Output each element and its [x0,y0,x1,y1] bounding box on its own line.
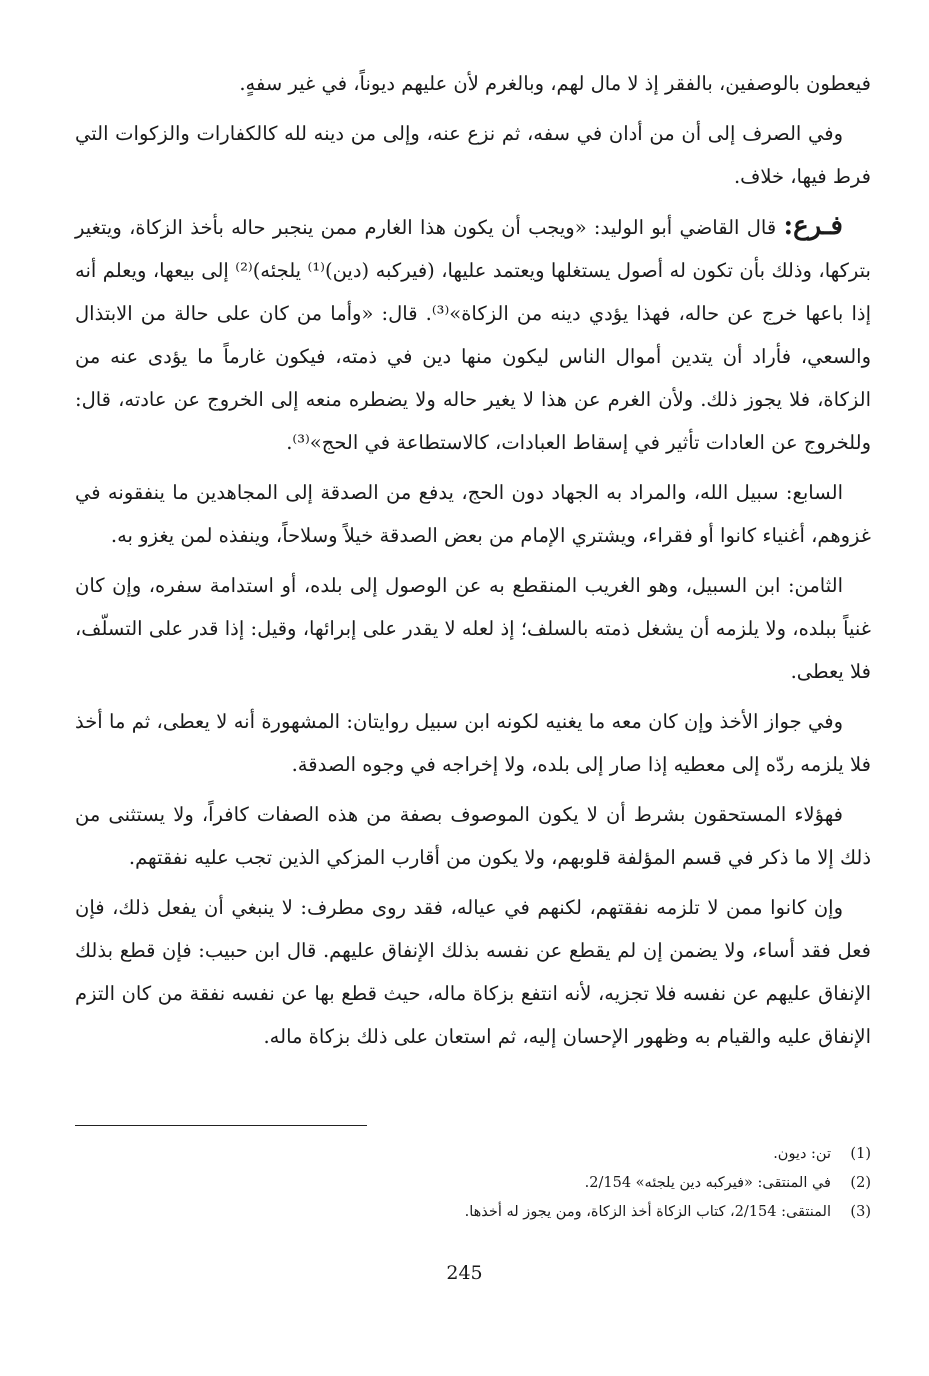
paragraph-2: وفي الصرف إلى أن من أدان في سفه، ثم نزع عنه، وإلى من دينه لله كالكفارات والزكوات التي فرط فيها، خلاف. [75,122,871,188]
paragraph-3-text: قال القاضي أبو الوليد: «ويجب أن يكون هذا الغارم ممن ينجبر حاله بأخذ الزكاة، ويتغير بتركها، وذلك بأن تكون له أصول يستغلها ويعتمد عليها، (فيركبه (دين)⁽¹⁾ يلجئه)⁽²⁾ إلى بيعها، ويعلم أنه إذا باعها خرج عن حاله، فهذا يؤدي دينه من الزكاة»⁽³⁾. قال: «وأما من كان على حالة من الابتذال والسعي، فأراد أن يتدين أموال الناس ليكون منها دين في ذمته، فيكون غارماً ما يؤدى عنه من الزكاة، فلا يجوز ذلك. ولأن الغرم عن هذا لا يغير حاله ولا يضطره منعه إلى الخروج عن عادته، قال: وللخروج عن العادات تأثير في إسقاط العبادات، كالاستطاعة في الحج»⁽³⁾. [75,216,871,454]
footnote-2 [75,1169,871,1198]
page-number: 245 [446,1262,483,1284]
footnote-number: (1) [850,1146,871,1162]
footnote-separator [75,1125,367,1126]
paragraph-4: السابع: سبيل الله، والمراد به الجهاد دون الحج، يدفع من الصدقة إلى المجاهدين ما ينفقونه في غزوهم، أغنياء كانوا أو فقراء، ويشتري الإمام من بعض الصدقة خيلاً وسلاحاً، وينفذه لمن يغزو به. [75,481,871,547]
paragraph-1: فيعطون بالوصفين، بالفقر إذ لا مال لهم، وبالغرم لأن عليهم ديوناً، في غير سفهٍ. [239,72,871,95]
footnote-text: المنتقى: 2/154، كتاب الزكاة أخذ الزكاة، ومن يجوز له أخذها. [464,1204,831,1220]
page-body [75,62,871,1065]
paragraph-3 [75,205,871,464]
footnotes [75,1140,871,1227]
footnote-number: (2) [850,1175,871,1191]
paragraph-8: وإن كانوا ممن لا تلزمه نفقتهم، لكنهم في عياله، فقد روى مطرف: لا ينبغي أن يفعل ذلك، فإن فعل فقد أساء، ولا يضمن إن لم يقطع عن نفسه بذلك الإنفاق عليهم. قال ابن حبيب: فإن قطع بذلك الإنفاق عليهم عن نفسه فلا تجزيه، لأنه انتفع بزكاة ماله، حيث قطع بها عن نفسه نفقة من كان التزم الإنفاق عليه والقيام به وظهور الإحسان إليه، ثم استعان على ذلك بزكاة ماله. [75,896,871,1048]
footnote-3 [75,1198,871,1227]
section-heading-far3: فـرع: [783,211,843,241]
paragraph-6: وفي جواز الأخذ وإن كان معه ما يغنيه لكونه ابن سبيل روايتان: المشهورة أنه لا يعطى، ثم ما أخذ فلا يلزمه ردّه إلى معطيه إذا صار إلى بلده، ولا إخراجه في وجوه الصدقة. [75,710,871,776]
paragraph-5: الثامن: ابن السبيل، وهو الغريب المنقطع به عن الوصول إلى بلده، أو استدامة سفره، وإن كان غنياً ببلده، ولا يلزمه أن يشغل ذمته بالسلف؛ إذ لعله لا يقدر على إبرائها، وقيل: إذا قدر على التسلّف، فلا يعطى. [75,574,871,683]
footnote-1 [75,1140,871,1169]
footnote-text: تن: ديون. [773,1146,831,1162]
footnote-number: (3) [850,1204,871,1220]
footnote-text: في المنتقى: «فيركبه دين يلجئه» 2/154. [584,1175,831,1191]
paragraph-7: فهؤلاء المستحقون بشرط أن لا يكون الموصوف بصفة من هذه الصفات كافراً، ولا يستثنى من ذلك إلا ما ذكر في قسم المؤلفة قلوبهم، ولا يكون من أقارب المزكي الذين تجب عليه نفقتهم. [75,803,871,869]
